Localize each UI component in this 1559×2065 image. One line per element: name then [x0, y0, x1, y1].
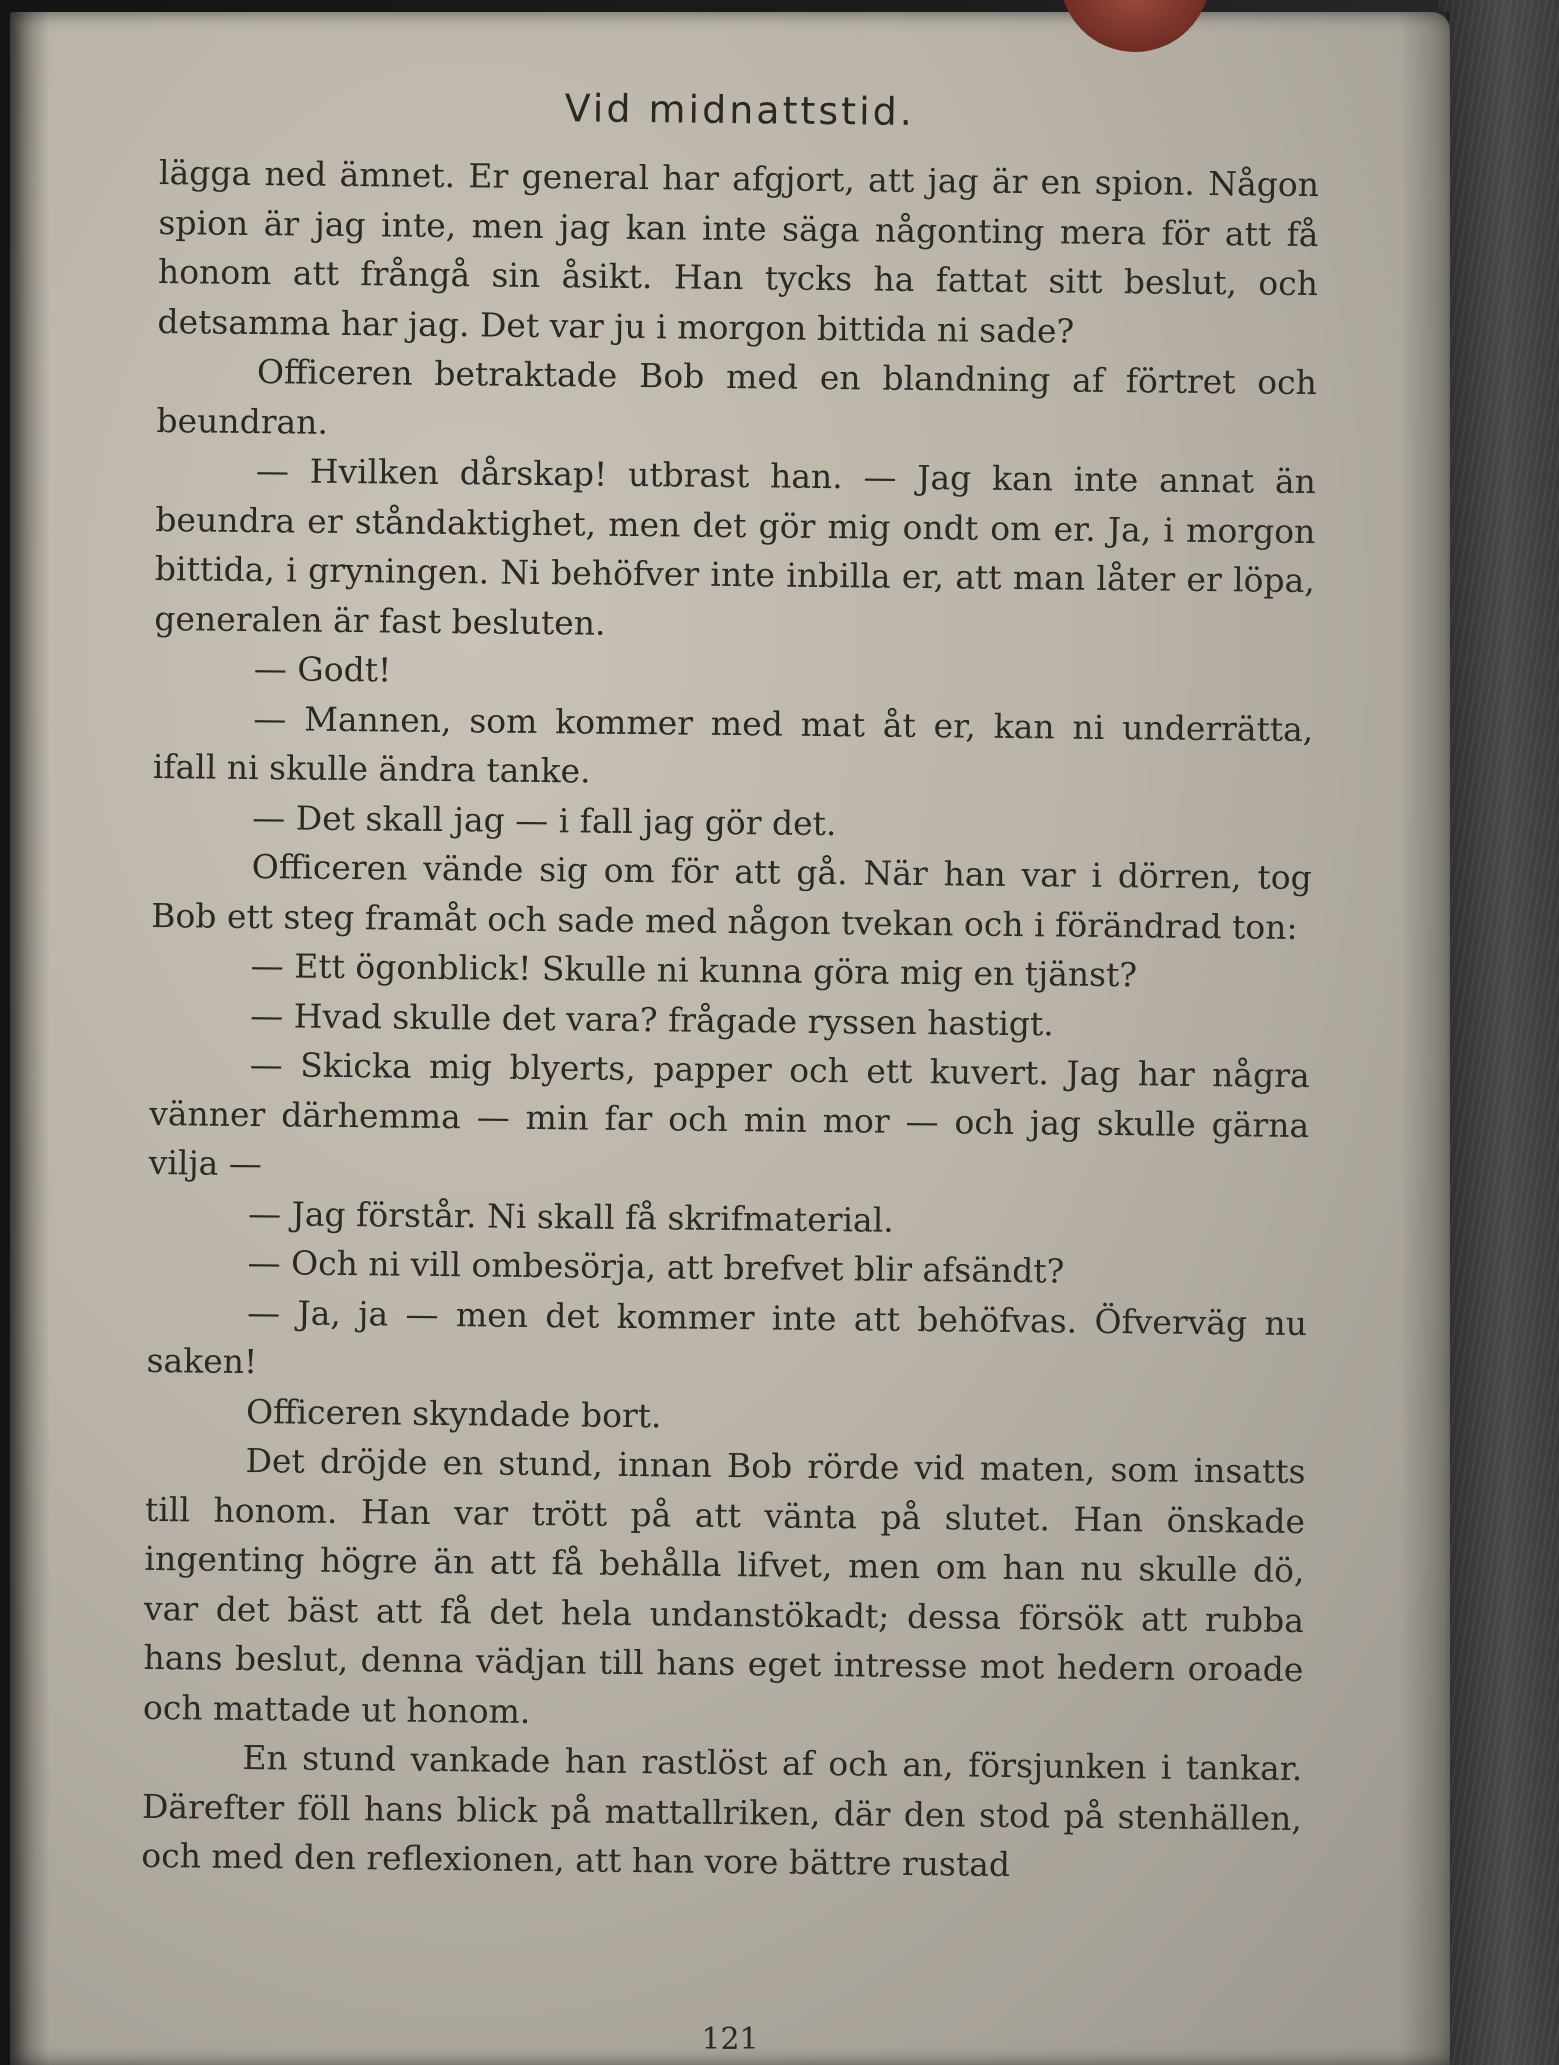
- dialogue-line: — Ett ögonblick! Skulle ni kunna göra mig en tjänst?: [250, 945, 1138, 995]
- page-number: 121: [701, 2022, 759, 2057]
- paragraph-continuation: lägga ned ämnet. Er general har afgjort, att jag är en spion. Någon spion är jag inte, men jag kan inte säga någonting mera för att få honom att frångå sin åsikt. Han tycks ha fattat sitt beslut, och detsamma har jag. Det var ju i morgon bittida ni sade?: [157, 152, 1320, 351]
- dialogue-line: — Mannen, som kommer med mat åt er, kan ni underrätta, ifall ni skulle ändra tanke.: [152, 698, 1314, 791]
- page-text: [141, 82, 1320, 1893]
- dialogue-line: — Hvad skulle det vara? frågade ryssen hastigt.: [250, 995, 1054, 1043]
- paragraph: Officeren vände sig om för att gå. När han var i dörren, tog Bob ett steg framåt och sade med någon tvekan och i förändrad ton:: [151, 847, 1312, 947]
- dialogue-line: — Ja, ja — men det kommer inte att behöfvas. Öfverväg nu saken!: [146, 1292, 1308, 1382]
- dialogue-line: — Hvilken dårskap! utbrast han. — Jag kan inte annat än beundra er ståndaktighet, men det gör mig ondt om er. Ja, i morgon bittida, i gryningen. Ni behöfver inte inbilla er, att man låter er löpa, generalen är fast besluten.: [154, 451, 1317, 643]
- background-fabric: [1439, 0, 1559, 2065]
- paragraph: Officeren betraktade Bob med en blandning af förtret och beundran.: [156, 352, 1318, 442]
- dialogue-line: — Det skall jag — i fall jag gör det.: [252, 797, 837, 843]
- dialogue-line: — Och ni vill ombesörja, att brefvet blir afsändt?: [247, 1242, 1065, 1291]
- book-page: [10, 12, 1450, 2065]
- paragraph: Det dröjde en stund, innan Bob rörde vid maten, som insatts till honom. Han var trött på att vänta på slutet. Han önskade ingenting högre än att få behålla lifvet, men om han nu skulle dö, var det bäst att få det hela undanstökadt; dessa försök att rubba hans beslut, denna vädjan till hans eget intresse mot hedern oroade och mattade ut honom.: [142, 1440, 1306, 1731]
- paragraph: Officeren skyndade bort.: [245, 1391, 662, 1435]
- running-head: Vid midnattstid.: [564, 86, 916, 134]
- dialogue-line: — Jag förstår. Ni skall få skrifmaterial.: [247, 1193, 894, 1240]
- finger-at-top-edge: [1060, 0, 1210, 52]
- dialogue-line: — Skicka mig blyerts, papper och ett kuvert. Jag har några vänner därhemma — min far och min mor — och jag skulle gärna vilja —: [148, 1044, 1310, 1184]
- dialogue-line: — Godt!: [253, 649, 392, 690]
- paragraph: En stund vankade han rastlöst af och an, försjunken i tankar. Därefter föll hans blick på mattallriken, där den stod på stenhällen, och med den reflexionen, att han vore bättre rustad: [141, 1737, 1303, 1884]
